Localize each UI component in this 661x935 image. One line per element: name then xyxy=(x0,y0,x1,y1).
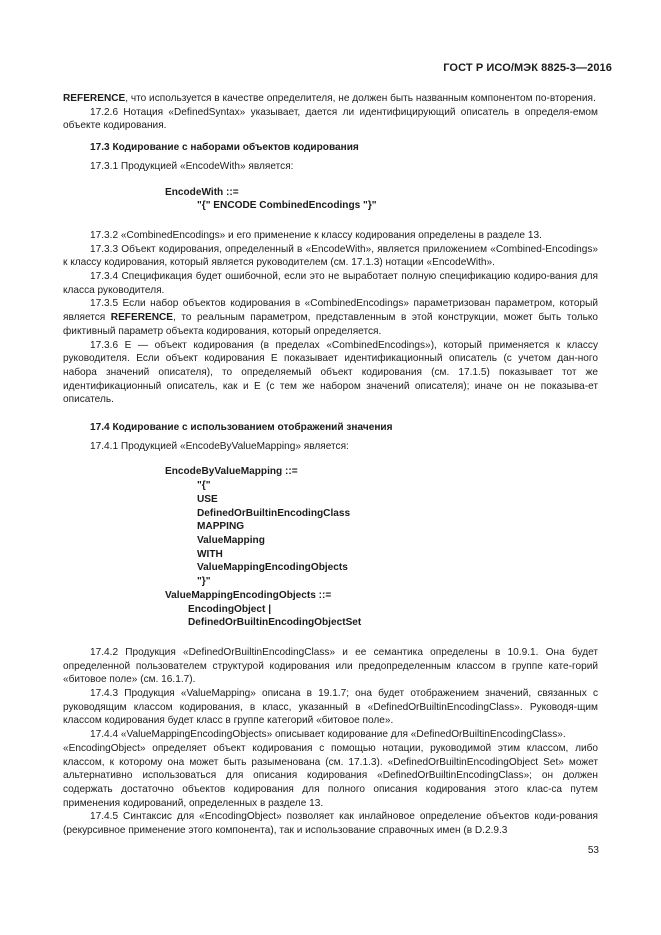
paragraph-17-4-5: 17.4.5 Синтаксис для «EncodingObject» позволяет как инлайновое определение объектов коди-рования (рекурсивное применение этого компонента), так и использование справочных имен (в D.2.9.3 xyxy=(63,811,598,837)
paragraph-17-3-6: 17.3.6 Е — объект кодирования (в пределах «CombinedEncodings»), который применяется к классу руководителя. Если объект кодирования Е показывает идентификационный описатель (с учетом дан-ного набора значений описателя), то определяемый объект кодирования (см. 17.1.5) показывает тот же идентификационный описатель, как и Е (с тем же набором значений описателя); иначе он не показыва-ет описатель. xyxy=(63,339,598,406)
paragraph-17-3-5-part1: 17.3.5 Если набор объектов кодирования в «CombinedEncodings» параметризован параметром, который является xyxy=(63,298,598,324)
document-header: ГОСТ Р ИСО/МЭК 8825-3—2016 xyxy=(443,62,612,74)
code-line: "}" xyxy=(197,576,211,588)
paragraph-17-4-3: 17.4.3 Продукция «ValueMapping» описана в 19.1.7; она будет отображением значений, связанных с руководящим классом кодирования, в класс, указанный в «DefinedOrBuiltinEncodingClass». Руководя-щим классом кодирования будет класс в группе категорий «битовое поле». xyxy=(63,688,598,727)
paragraph-17-3-3: 17.3.3 Объект кодирования, определенный в «EncodeWith», является приложением «Combined-Encodings» к классу кодирования, который является руководителем (см. 17.1.3) нотации «EncodeWith». xyxy=(63,243,598,269)
paragraph-17-3-5-part2: , то реальным параметром, представленным в этой конструкции, может быть только фиктивный параметр объекта кодирования, который определяется. xyxy=(63,312,599,337)
paragraph-17-4-1: 17.4.1 Продукцией «EncodeByValueMapping» является: xyxy=(90,440,349,452)
section-heading-17-4: 17.4 Кодирование с использованием отображений значения xyxy=(90,422,393,434)
code-line: ValueMappingEncodingObjects xyxy=(197,562,348,574)
section-heading-17-3: 17.3 Кодирование с наборами объектов кодирования xyxy=(90,142,359,154)
code-line: EncodeWith ::= xyxy=(165,186,239,198)
paragraph-17-3-2: 17.3.2 «CombinedEncodings» и его применение к классу кодирования определены в разделе 13. xyxy=(90,229,542,241)
code-line: DefinedOrBuiltinEncodingClass xyxy=(197,507,351,519)
code-line: "{" xyxy=(197,480,211,492)
paragraph-17-3-1: 17.3.1 Продукцией «EncodeWith» является: xyxy=(90,160,294,172)
code-line: "{" ENCODE CombinedEncodings "}" xyxy=(197,200,377,212)
keyword-reference: REFERENCE xyxy=(110,312,174,324)
code-line: ValueMappingEncodingObjects ::= xyxy=(165,589,332,601)
keyword-reference: REFERENCE xyxy=(63,93,126,104)
paragraph-17-4-2: 17.4.2 Продукция «DefinedOrBuiltinEncodingClass» и ее семантика определены в 10.9.1. Она будет определенной пользователем структурой кодирования или предопределенным классом в группе кате-горий «битовое поле» (см. 16.1.7). xyxy=(63,646,598,686)
paragraph-17-2-6: 17.2.6 Нотация «DefinedSyntax» указывает, дается ли идентифицирующий описатель в определя-емом объекте кодирования. xyxy=(63,106,598,132)
paragraph-reference xyxy=(63,92,598,106)
code-line: EncodingObject | xyxy=(188,603,272,615)
paragraph-17-4-4-continued: «EncodingObject» определяет объект кодирования с помощью нотации, руководимой этим классом, либо классом, к которому она может быть разыменована (см. 17.1.3). «DefinedOrBuiltinEncodingObject Set» может альтернативно использоваться для описания кодирования «DefinedOrBuiltinEncodingClass»; он должен содержать достаточно объектов кодирования для полного описания кодирования этого клас-са путем применения кодирований, определенных в разделе 13. xyxy=(63,742,598,809)
code-line: MAPPING xyxy=(197,521,245,533)
code-line: USE xyxy=(197,493,218,505)
page-number: 53 xyxy=(587,845,599,856)
paragraph-17-3-5 xyxy=(63,297,598,338)
paragraph-17-4-4: 17.4.4 «ValueMappingEncodingObjects» описывает кодирование для «DefinedOrBuiltinEncodingClass». xyxy=(90,729,566,741)
paragraph-reference-text: , что используется в качестве определителя, не должен быть названным компонентом по-вторения. xyxy=(125,93,596,104)
code-line: EncodeByValueMapping ::= xyxy=(165,466,298,478)
code-line: DefinedOrBuiltinEncodingObjectSet xyxy=(188,617,362,629)
code-line: WITH xyxy=(197,548,223,560)
page-body xyxy=(63,92,598,838)
paragraph-17-3-4: 17.3.4 Спецификация будет ошибочной, если это не выработает полную спецификацию кодиро-вания для класса руководителя. xyxy=(63,271,598,296)
code-line: ValueMapping xyxy=(197,534,265,546)
